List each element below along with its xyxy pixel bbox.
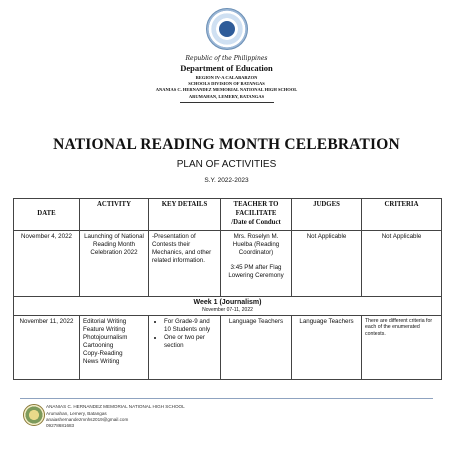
header-division: SCHOOLS DIVISION OF BATANGAS	[188, 81, 265, 86]
header-teacher-line2: /Date of Conduct	[231, 218, 281, 226]
header-department: Department of Education	[180, 63, 273, 73]
row1-criteria: Not Applicable	[362, 231, 442, 297]
row2-activity-item: Photojournalism	[83, 333, 128, 341]
row1-activity: Launching of National Reading Month Celebration 2022	[80, 231, 149, 297]
week1-dates: November 07-11, 2022	[202, 307, 253, 314]
row2-activity-item: Editorial Writing	[83, 317, 127, 325]
row2-activity-item: Feature Writing	[83, 325, 126, 333]
row2-key-details	[149, 315, 221, 379]
week1-heading	[14, 297, 442, 316]
row2-judges: Language Teachers	[292, 315, 362, 379]
table-row	[14, 315, 442, 379]
footer-address: Arumahan, Lemery, Batangas	[46, 411, 107, 416]
row1-key-details: -Presentation of Contests their Mechanics, and other related information.	[149, 231, 221, 297]
header-region: REGION IV-A CALABARZON	[195, 75, 258, 80]
row2-date: November 11, 2022	[14, 315, 80, 379]
header-activity: ACTIVITY	[80, 199, 149, 231]
document-title: NATIONAL READING MONTH CELEBRATION	[53, 136, 400, 153]
header-key-details: KEY DETAILS	[149, 199, 221, 231]
row1-teacher	[221, 231, 292, 297]
row2-activity-item: Copy-Reading	[83, 349, 123, 357]
row2-activity-item: News Writing	[83, 357, 120, 365]
document-subtitle: PLAN OF ACTIVITIES	[176, 159, 277, 170]
activities-table	[13, 198, 442, 380]
header-divider	[180, 102, 274, 103]
week-heading-row	[14, 297, 442, 316]
footer-divider	[20, 398, 433, 399]
row1-date: November 4, 2022	[14, 231, 80, 297]
header-criteria: CRITERIA	[362, 199, 442, 231]
row1-teacher-name: Mrs. Roselyn M. Huelba (Reading Coordinator)	[232, 233, 280, 257]
row1-teacher-time: 3:45 PM after Flag Lowering Ceremony	[228, 264, 284, 280]
table-row	[14, 231, 442, 297]
header-judges: JUDGES	[292, 199, 362, 231]
header-teacher-line1: TEACHER TO FACILITATE	[233, 201, 279, 217]
week1-title: Week 1 (Journalism)	[193, 299, 262, 306]
row2-criteria: There are different criteria for each of the enumerated contests.	[362, 315, 442, 379]
table-header-row	[14, 199, 442, 231]
header-address: ARUMAHAN, LEMERY, BATANGAS	[188, 94, 265, 99]
row2-key-details-list	[152, 318, 217, 350]
school-year: S.Y. 2022-2023	[204, 177, 249, 184]
seal-emblem	[219, 21, 235, 37]
header-teacher	[221, 199, 292, 231]
school-logo	[23, 404, 45, 426]
row2-activity-item: Cartooning	[83, 341, 114, 349]
row1-judges: Not Applicable	[292, 231, 362, 297]
header-republic: Republic of the Philippines	[185, 55, 268, 62]
header-school: ANANIAS C. HERNANDEZ MEMORIAL NATIONAL HIGH SCHOOL	[155, 87, 298, 92]
footer-school: ANANIAS C. HERNANDEZ MEMORIAL NATIONAL HIGH SCHOOL	[46, 404, 185, 409]
deped-seal-logo	[206, 8, 248, 50]
row2-activities	[80, 315, 149, 379]
footer-email: anaiashernandezmnhs2019@gmail.com	[46, 417, 129, 422]
footer-phone: 09278681683	[46, 423, 75, 428]
row2-key-detail-item: • One or two per section	[164, 334, 217, 350]
header-date: DATE	[14, 199, 80, 231]
row2-teacher: Language Teachers	[221, 315, 292, 379]
row2-key-detail-item: • For Grade-9 and 10 Students only	[164, 318, 217, 334]
